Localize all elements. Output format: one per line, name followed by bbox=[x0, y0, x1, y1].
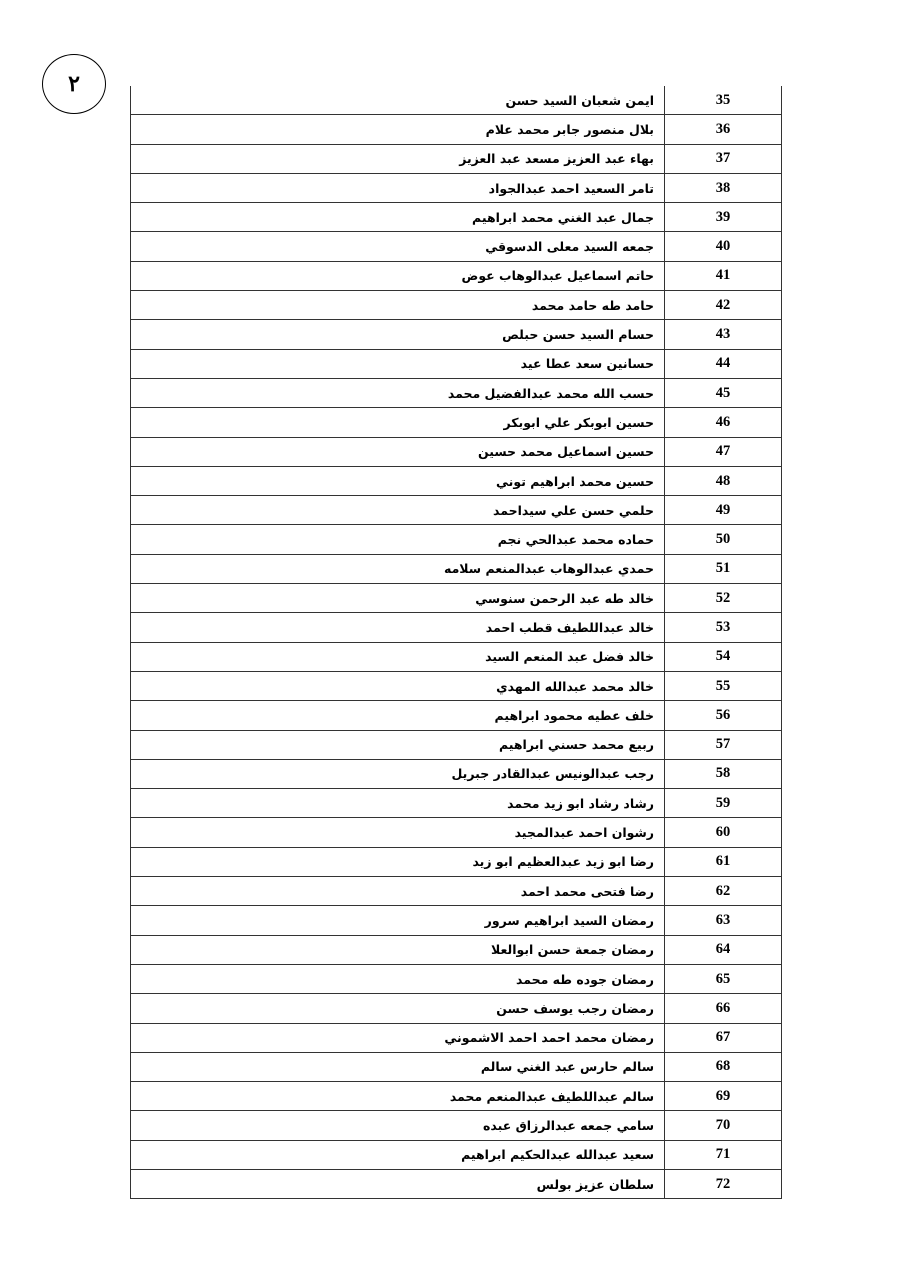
table-row bbox=[131, 759, 782, 788]
row-number-cell: 37 bbox=[665, 144, 782, 173]
person-name-cell: تامر السعيد احمد عبدالجواد bbox=[131, 173, 665, 202]
table-row bbox=[131, 496, 782, 525]
person-name-cell: سلطان عزيز بولس bbox=[131, 1169, 665, 1198]
names-table bbox=[130, 86, 782, 1199]
table-row bbox=[131, 877, 782, 906]
person-name-cell: رمضان السيد ابراهيم سرور bbox=[131, 906, 665, 935]
row-number-cell: 42 bbox=[665, 291, 782, 320]
row-number-cell: 51 bbox=[665, 554, 782, 583]
person-name-cell: رمضان محمد احمد احمد الاشموني bbox=[131, 1023, 665, 1052]
table-row bbox=[131, 935, 782, 964]
row-number-cell: 50 bbox=[665, 525, 782, 554]
person-name-cell: رشاد رشاد ابو زيد محمد bbox=[131, 789, 665, 818]
row-number-cell: 56 bbox=[665, 701, 782, 730]
names-table-body bbox=[131, 86, 782, 1199]
person-name-cell: خالد فضل عبد المنعم السيد bbox=[131, 642, 665, 671]
table-row bbox=[131, 86, 782, 115]
person-name-cell: جمال عبد الغني محمد ابراهيم bbox=[131, 203, 665, 232]
row-number-cell: 60 bbox=[665, 818, 782, 847]
row-number-cell: 71 bbox=[665, 1140, 782, 1169]
person-name-cell: سالم حارس عبد الغني سالم bbox=[131, 1052, 665, 1081]
table-row bbox=[131, 789, 782, 818]
person-name-cell: رمضان جوده طه محمد bbox=[131, 964, 665, 993]
person-name-cell: خالد طه عبد الرحمن سنوسي bbox=[131, 584, 665, 613]
row-number-cell: 40 bbox=[665, 232, 782, 261]
row-number-cell: 63 bbox=[665, 906, 782, 935]
person-name-cell: خلف عطيه محمود ابراهيم bbox=[131, 701, 665, 730]
row-number-cell: 49 bbox=[665, 496, 782, 525]
person-name-cell: حاتم اسماعيل عبدالوهاب عوض bbox=[131, 261, 665, 290]
table-row bbox=[131, 1023, 782, 1052]
page-number-label: ٢ bbox=[68, 71, 80, 97]
table-row bbox=[131, 378, 782, 407]
table-row bbox=[131, 847, 782, 876]
person-name-cell: رمضان جمعة حسن ابوالعلا bbox=[131, 935, 665, 964]
person-name-cell: حسين اسماعيل محمد حسين bbox=[131, 437, 665, 466]
page-number-badge bbox=[42, 54, 106, 114]
row-number-cell: 48 bbox=[665, 466, 782, 495]
table-row bbox=[131, 1169, 782, 1198]
person-name-cell: رشوان احمد عبدالمجيد bbox=[131, 818, 665, 847]
person-name-cell: حسين ابوبكر علي ابوبكر bbox=[131, 408, 665, 437]
table-row bbox=[131, 349, 782, 378]
table-row bbox=[131, 1052, 782, 1081]
row-number-cell: 52 bbox=[665, 584, 782, 613]
table-row bbox=[131, 466, 782, 495]
table-row bbox=[131, 173, 782, 202]
row-number-cell: 69 bbox=[665, 1082, 782, 1111]
table-row bbox=[131, 115, 782, 144]
row-number-cell: 38 bbox=[665, 173, 782, 202]
row-number-cell: 35 bbox=[665, 86, 782, 115]
table-row bbox=[131, 613, 782, 642]
table-row bbox=[131, 261, 782, 290]
person-name-cell: جمعه السيد معلى الدسوقي bbox=[131, 232, 665, 261]
table-row bbox=[131, 232, 782, 261]
row-number-cell: 46 bbox=[665, 408, 782, 437]
row-number-cell: 58 bbox=[665, 759, 782, 788]
table-row bbox=[131, 144, 782, 173]
row-number-cell: 39 bbox=[665, 203, 782, 232]
row-number-cell: 61 bbox=[665, 847, 782, 876]
table-row bbox=[131, 1111, 782, 1140]
row-number-cell: 57 bbox=[665, 730, 782, 759]
table-row bbox=[131, 554, 782, 583]
table-row bbox=[131, 671, 782, 700]
person-name-cell: حامد طه حامد محمد bbox=[131, 291, 665, 320]
table-row bbox=[131, 964, 782, 993]
person-name-cell: حماده محمد عبدالحي نجم bbox=[131, 525, 665, 554]
person-name-cell: سالم عبداللطيف عبدالمنعم محمد bbox=[131, 1082, 665, 1111]
row-number-cell: 66 bbox=[665, 994, 782, 1023]
row-number-cell: 44 bbox=[665, 349, 782, 378]
row-number-cell: 72 bbox=[665, 1169, 782, 1198]
table-row bbox=[131, 818, 782, 847]
row-number-cell: 62 bbox=[665, 877, 782, 906]
person-name-cell: سعيد عبدالله عبدالحكيم ابراهيم bbox=[131, 1140, 665, 1169]
row-number-cell: 41 bbox=[665, 261, 782, 290]
row-number-cell: 67 bbox=[665, 1023, 782, 1052]
table-row bbox=[131, 584, 782, 613]
row-number-cell: 64 bbox=[665, 935, 782, 964]
row-number-cell: 53 bbox=[665, 613, 782, 642]
table-row bbox=[131, 437, 782, 466]
row-number-cell: 68 bbox=[665, 1052, 782, 1081]
row-number-cell: 65 bbox=[665, 964, 782, 993]
table-row bbox=[131, 203, 782, 232]
person-name-cell: حسانين سعد عطا عيد bbox=[131, 349, 665, 378]
person-name-cell: رضا فتحى محمد احمد bbox=[131, 877, 665, 906]
table-row bbox=[131, 320, 782, 349]
person-name-cell: حمدي عبدالوهاب عبدالمنعم سلامه bbox=[131, 554, 665, 583]
row-number-cell: 54 bbox=[665, 642, 782, 671]
person-name-cell: خالد محمد عبدالله المهدي bbox=[131, 671, 665, 700]
person-name-cell: رجب عبدالونيس عبدالقادر جبريل bbox=[131, 759, 665, 788]
person-name-cell: سامي جمعه عبدالرزاق عبده bbox=[131, 1111, 665, 1140]
person-name-cell: ايمن شعبان السيد حسن bbox=[131, 86, 665, 115]
row-number-cell: 47 bbox=[665, 437, 782, 466]
row-number-cell: 70 bbox=[665, 1111, 782, 1140]
row-number-cell: 55 bbox=[665, 671, 782, 700]
table-row bbox=[131, 291, 782, 320]
person-name-cell: حسب الله محمد عبدالفضيل محمد bbox=[131, 378, 665, 407]
person-name-cell: خالد عبداللطيف قطب احمد bbox=[131, 613, 665, 642]
person-name-cell: رمضان رجب يوسف حسن bbox=[131, 994, 665, 1023]
person-name-cell: حسين محمد ابراهيم توني bbox=[131, 466, 665, 495]
table-row bbox=[131, 1082, 782, 1111]
person-name-cell: حسام السيد حسن حبلص bbox=[131, 320, 665, 349]
table-row bbox=[131, 1140, 782, 1169]
row-number-cell: 36 bbox=[665, 115, 782, 144]
person-name-cell: بهاء عبد العزيز مسعد عبد العزيز bbox=[131, 144, 665, 173]
table-row bbox=[131, 701, 782, 730]
table-row bbox=[131, 408, 782, 437]
table-row bbox=[131, 642, 782, 671]
table-row bbox=[131, 994, 782, 1023]
row-number-cell: 59 bbox=[665, 789, 782, 818]
person-name-cell: ربيع محمد حسني ابراهيم bbox=[131, 730, 665, 759]
row-number-cell: 45 bbox=[665, 378, 782, 407]
person-name-cell: بلال منصور جابر محمد علام bbox=[131, 115, 665, 144]
table-row bbox=[131, 906, 782, 935]
person-name-cell: حلمي حسن علي سيداحمد bbox=[131, 496, 665, 525]
table-row bbox=[131, 730, 782, 759]
person-name-cell: رضا ابو زيد عبدالعظيم ابو زيد bbox=[131, 847, 665, 876]
table-row bbox=[131, 525, 782, 554]
row-number-cell: 43 bbox=[665, 320, 782, 349]
